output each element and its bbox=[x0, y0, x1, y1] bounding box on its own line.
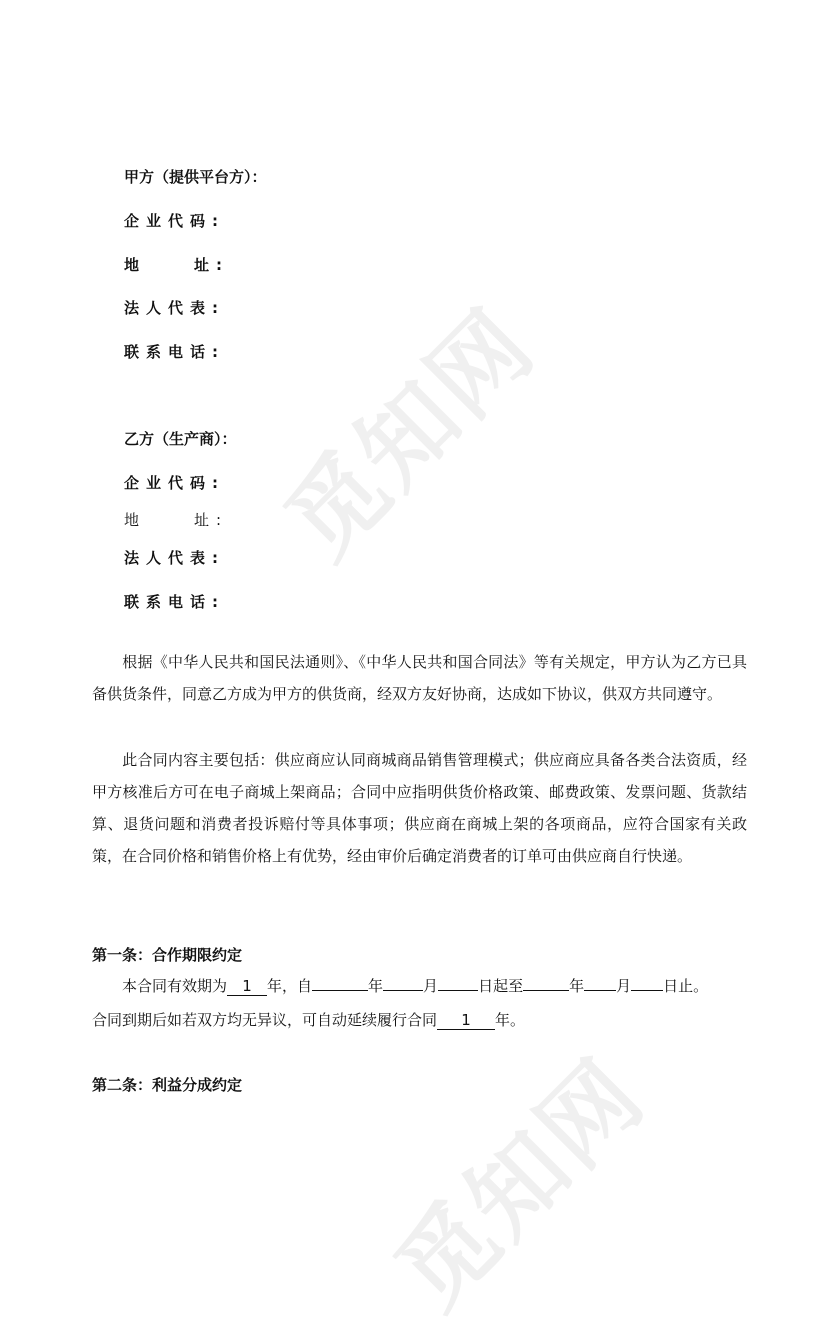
address-char-1: 地 bbox=[124, 256, 140, 274]
watermark: 觅知网 bbox=[374, 1038, 666, 1330]
watermark: 觅知网 bbox=[264, 288, 556, 580]
article-1-renewal-line: 合同到期后如若双方均无异议，可自动延续履行合同 1 年。 bbox=[92, 1011, 526, 1029]
party-b-title: 乙方（生产商）： bbox=[124, 430, 237, 448]
address-char-2: 址: bbox=[194, 511, 229, 529]
end-day-blank bbox=[631, 973, 663, 991]
scope-paragraph: 此合同内容主要包括：供应商应认同商城商品销售管理模式；供应商应具备各类合法资质，经甲方核准后方可在电子商城上架商品；合同中应指明供货价格政策、邮费政策、发票问题、货款结算、退货问题和消费者投诉赔付等具体事项；供应商在商城上架的各项商品，应符合国家有关政策，在合同价格和销售价格上有优势，经由审价后确定消费者的订单可由供应商自行快递。 bbox=[92, 751, 747, 865]
start-month-blank bbox=[383, 973, 423, 991]
party-a-phone-label: 联系电话: bbox=[124, 343, 225, 361]
article-1-term-line: 本合同有效期为 1 年，自 年 月 日起至 年 月 日止。 bbox=[92, 970, 747, 1002]
article-1-heading: 第一条：合作期限约定 bbox=[92, 946, 243, 964]
party-b-phone-label: 联系电话: bbox=[124, 593, 225, 611]
address-char-2: 址: bbox=[194, 256, 229, 274]
party-a-company-code-label: 企业代码: bbox=[124, 212, 225, 230]
party-a-title: 甲方（提供平台方）： bbox=[124, 168, 267, 186]
party-b-address-label bbox=[124, 509, 228, 530]
party-b-legal-rep-label: 法人代表: bbox=[124, 549, 225, 567]
party-a-legal-rep-label: 法人代表: bbox=[124, 299, 225, 317]
start-year-blank bbox=[312, 973, 368, 991]
party-b-company-code-label: 企业代码: bbox=[124, 474, 225, 492]
renew-years-blank: 1 bbox=[437, 1012, 495, 1030]
end-month-blank bbox=[584, 973, 616, 991]
party-a-address-label bbox=[124, 254, 229, 275]
article-2-heading: 第二条：利益分成约定 bbox=[92, 1076, 243, 1094]
start-day-blank bbox=[438, 973, 478, 991]
intro-paragraph: 根据《中华人民共和国民法通则》、《中华人民共和国合同法》等有关规定，甲方认为乙方已具备供货条件，同意乙方成为甲方的供货商，经双方友好协商，达成如下协议，供双方共同遵守。 bbox=[92, 653, 747, 703]
end-year-blank bbox=[523, 973, 569, 991]
term-years-blank: 1 bbox=[227, 978, 267, 996]
address-char-1: 地 bbox=[124, 511, 140, 529]
